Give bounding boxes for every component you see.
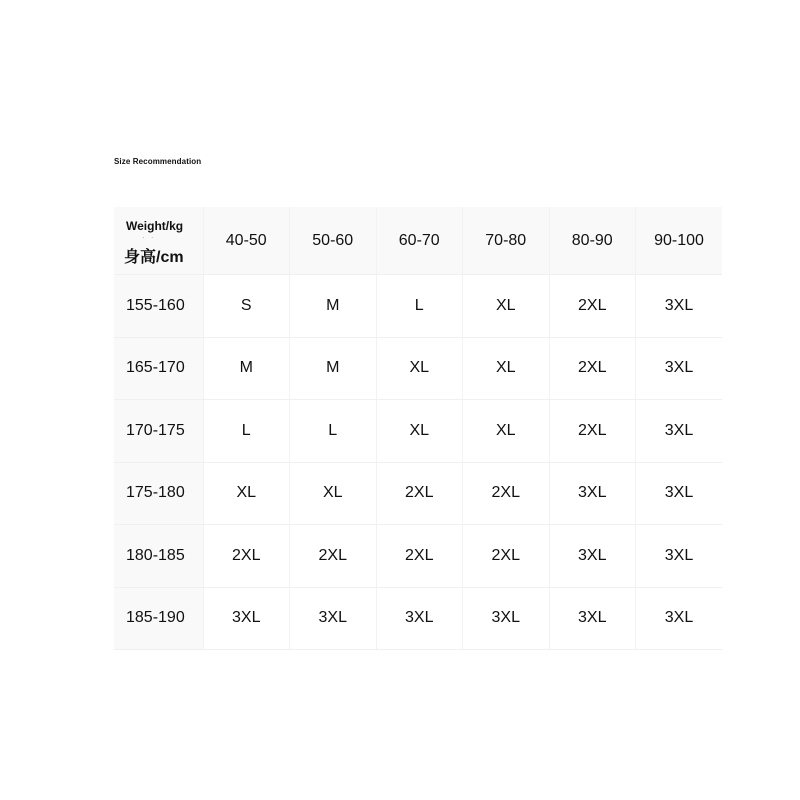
weight-axis-label: Weight/kg <box>126 219 184 233</box>
page-title: Size Recommendation <box>114 157 202 166</box>
table-row <box>114 525 722 588</box>
size-cell: XL <box>463 400 550 463</box>
size-cell: 2XL <box>290 525 377 588</box>
size-cell: 2XL <box>549 275 636 338</box>
table-row <box>114 587 722 650</box>
size-cell: 3XL <box>549 525 636 588</box>
size-cell: M <box>203 337 290 400</box>
size-cell: 3XL <box>549 462 636 525</box>
size-cell: 3XL <box>376 587 463 650</box>
size-cell: L <box>290 400 377 463</box>
size-cell: XL <box>463 275 550 338</box>
size-cell: 3XL <box>636 462 723 525</box>
size-cell: M <box>290 337 377 400</box>
weight-column-header: 90-100 <box>636 207 723 275</box>
table-row <box>114 275 722 338</box>
size-cell: 3XL <box>636 337 723 400</box>
height-row-header: 165-170 <box>114 337 203 400</box>
size-cell: XL <box>376 337 463 400</box>
height-row-header: 170-175 <box>114 400 203 463</box>
size-cell: 2XL <box>376 462 463 525</box>
size-cell: 2XL <box>376 525 463 588</box>
size-cell: S <box>203 275 290 338</box>
corner-header-cell <box>114 207 203 275</box>
size-cell: 3XL <box>549 587 636 650</box>
height-axis-label: 身高/cm <box>124 249 184 266</box>
height-row-header: 185-190 <box>114 587 203 650</box>
size-cell: XL <box>203 462 290 525</box>
size-cell: XL <box>463 337 550 400</box>
header-row <box>114 207 722 275</box>
weight-column-header: 70-80 <box>463 207 550 275</box>
size-cell: L <box>376 275 463 338</box>
size-cell: 3XL <box>290 587 377 650</box>
weight-column-header: 50-60 <box>290 207 377 275</box>
size-cell: XL <box>376 400 463 463</box>
weight-column-header: 40-50 <box>203 207 290 275</box>
size-cell: 2XL <box>549 337 636 400</box>
table-row <box>114 337 722 400</box>
size-cell: XL <box>290 462 377 525</box>
weight-column-header: 60-70 <box>376 207 463 275</box>
size-cell: 2XL <box>463 525 550 588</box>
size-cell: M <box>290 275 377 338</box>
weight-column-header: 80-90 <box>549 207 636 275</box>
height-row-header: 180-185 <box>114 525 203 588</box>
size-cell: L <box>203 400 290 463</box>
size-cell: 3XL <box>463 587 550 650</box>
height-row-header: 155-160 <box>114 275 203 338</box>
size-cell: 3XL <box>636 400 723 463</box>
table-row <box>114 400 722 463</box>
size-cell: 2XL <box>203 525 290 588</box>
size-cell: 3XL <box>636 587 723 650</box>
size-cell: 3XL <box>636 275 723 338</box>
size-cell: 3XL <box>636 525 723 588</box>
size-recommendation-table <box>114 207 722 650</box>
size-cell: 2XL <box>549 400 636 463</box>
size-table-container <box>114 207 704 643</box>
table-row <box>114 462 722 525</box>
watermark-icon: · · <box>142 233 156 242</box>
height-row-header: 175-180 <box>114 462 203 525</box>
size-cell: 2XL <box>463 462 550 525</box>
size-cell: 3XL <box>203 587 290 650</box>
